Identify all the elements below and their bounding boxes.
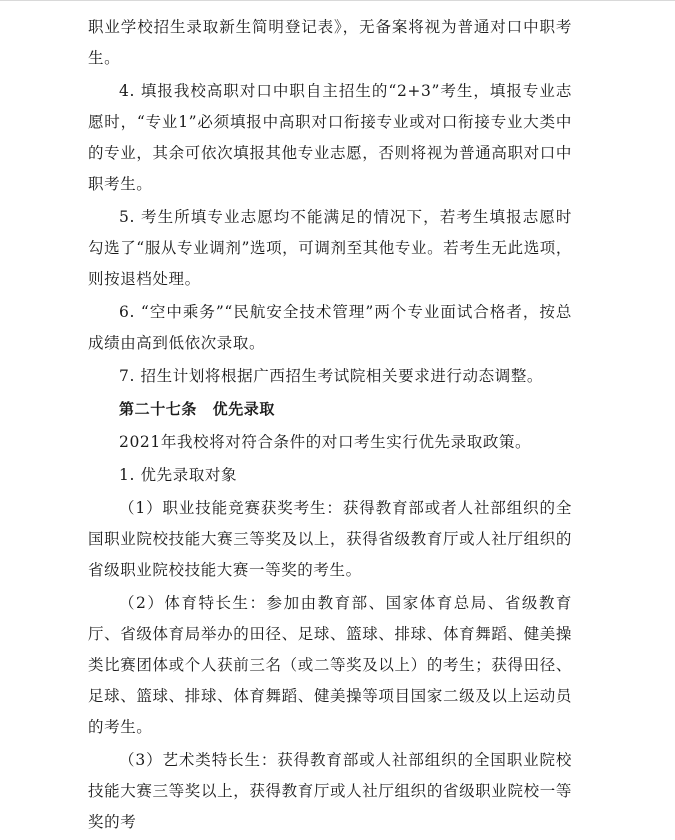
- paragraph-skills-competition: （1）职业技能竞赛获奖考生：获得教育部或者人社部组织的全国职业院校技能大赛三等奖及以上，获得省级教育厅或人社厅组织的省级职业院校技能大赛一等奖的考生。: [88, 499, 572, 579]
- paragraph-item-4: 4. 填报我校高职对口中职自主招生的“2+3”考生，填报专业志愿时，“专业1”必须填报中高职对口衔接专业或对口衔接专业大类中的专业，其余可依次填报其他专业志愿，否则将视为普通高职对口中职考生。: [88, 82, 572, 193]
- paragraph-item-7: 7. 招生计划将根据广西招生考试院相关要求进行动态调整。: [119, 367, 544, 385]
- subsection-title: 1. 优先录取对象: [119, 466, 238, 484]
- top-border: [0, 0, 675, 1]
- paragraph-continuation: 职业学校招生录取新生简明登记表》，无备案将视为普通对口中职考生。: [88, 18, 572, 67]
- paragraph-item-5: 5. 考生所填专业志愿均不能满足的情况下，若考生填报志愿时勾选了“服从专业调剂”选项，可调剂至其他专业。若考生无此选项，则按退档处理。: [88, 208, 572, 288]
- paragraph-item-6: 6. “空中乘务”“民航安全技术管理”两个专业面试合格者，按总成绩由高到低依次录取。: [88, 303, 572, 352]
- article-heading: 第二十七条 优先录取: [119, 400, 276, 418]
- paragraph-arts-specialty: （3）艺术类特长生：获得教育部或人社部组织的全国职业院校技能大赛三等奖以上，获得教育厅或人社厅组织的省级职业院校一等奖的考: [88, 751, 572, 831]
- document-page: [88, 12, 572, 840]
- paragraph-policy-intro: 2021年我校将对符合条件的对口考生实行优先录取政策。: [119, 433, 532, 451]
- paragraph-sports-specialty: （2）体育特长生：参加由教育部、国家体育总局、省级教育厅、省级体育局举办的田径、足球、篮球、排球、体育舞蹈、健美操类比赛团体或个人获前三名（或二等奖及以上）的考生；获得田径、足球、篮球、排球、体育舞蹈、健美操等项目国家二级及以上运动员的考生。: [88, 594, 572, 736]
